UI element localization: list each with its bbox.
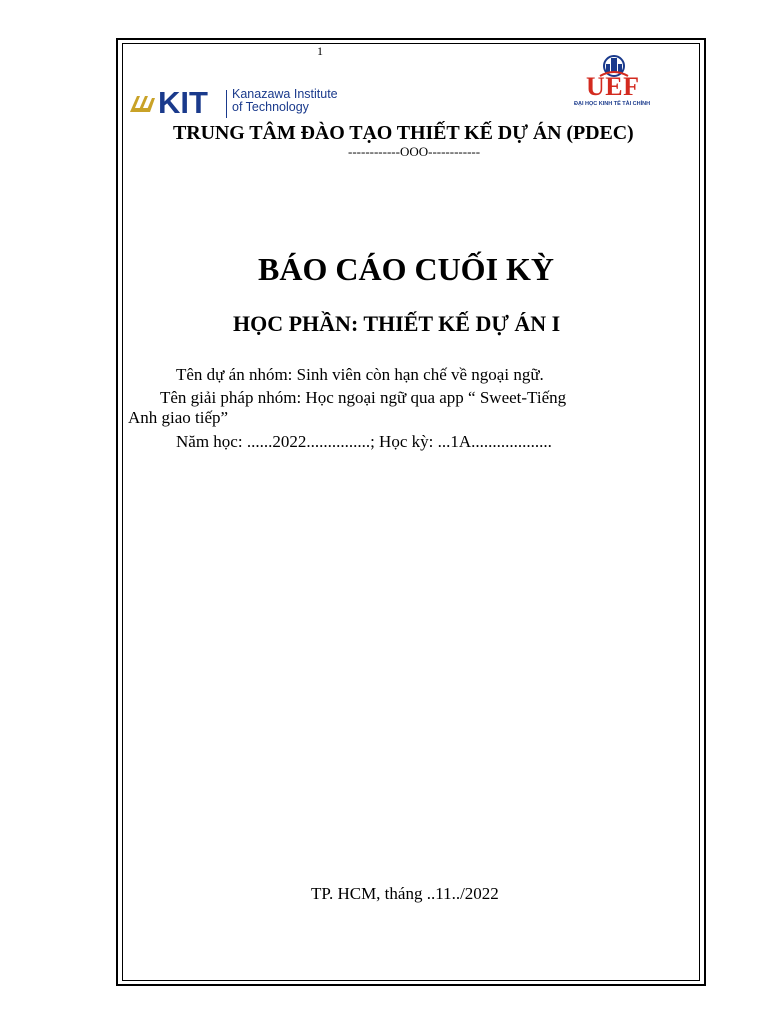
kit-divider xyxy=(226,90,227,118)
page-border-inner xyxy=(122,43,700,981)
report-title: BÁO CÁO CUỐI KỲ xyxy=(258,251,555,287)
project-name: Tên dự án nhóm: Sinh viên còn hạn chế về ngoại ngữ. xyxy=(176,365,544,384)
page-number: 1 xyxy=(317,44,323,58)
academic-year: Năm học: ......2022...............; Học kỳ: ...1A................... xyxy=(176,432,552,451)
solution-name-line1: Tên giải pháp nhóm: Học ngoại ngữ qua app “ Sweet-Tiếng xyxy=(160,388,567,407)
center-name: TRUNG TÂM ĐÀO TẠO THIẾT KẾ DỰ ÁN (PDEC) xyxy=(173,122,634,144)
kit-name-line2: of Technology xyxy=(232,100,309,114)
kit-institute-name xyxy=(232,88,338,114)
solution-name-line2: Anh giao tiếp” xyxy=(128,408,229,427)
uef-logo xyxy=(568,54,664,112)
kit-name-line1: Kanazawa Institute xyxy=(232,87,338,101)
course-title: HỌC PHẦN: THIẾT KẾ DỰ ÁN I xyxy=(233,311,561,336)
place-date: TP. HCM, tháng ..11../2022 xyxy=(311,884,499,903)
uef-subtitle: ĐẠI HỌC KINH TẾ TÀI CHÍNH xyxy=(574,101,651,107)
kit-emblem-icon xyxy=(128,90,156,118)
uef-wordmark: UEF xyxy=(586,72,640,101)
kit-logo xyxy=(128,85,350,122)
kit-wordmark: KIT xyxy=(158,85,208,120)
separator: ------------OOO------------ xyxy=(348,144,481,159)
